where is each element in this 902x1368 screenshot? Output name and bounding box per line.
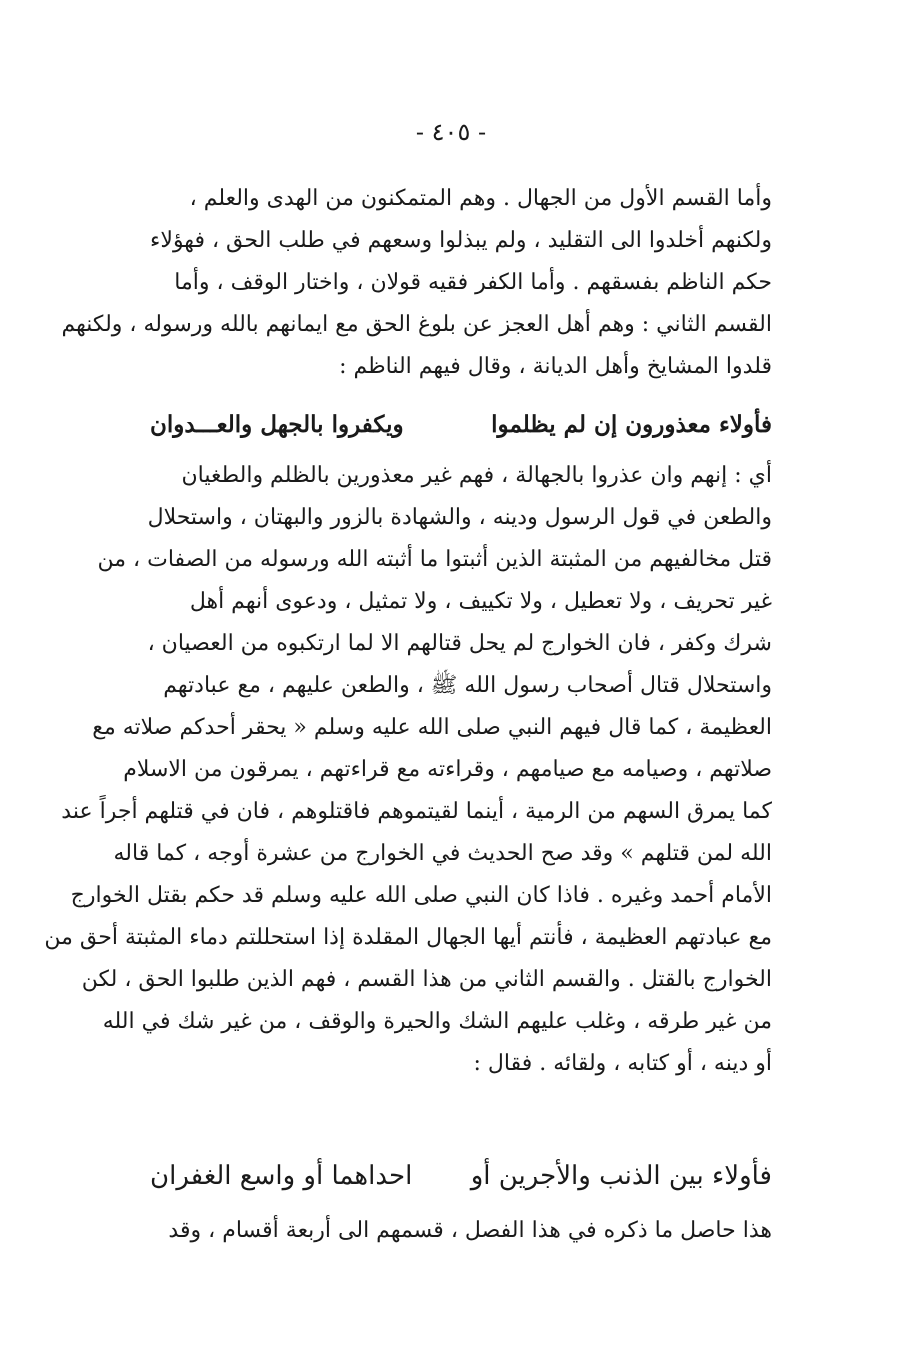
text-line: قلدوا المشايخ وأهل الديانة ، وقال فيهم الناظم :	[339, 354, 772, 379]
text-line: أي : إنهم وان عذروا بالجهالة ، فهم غير معذورين بالظلم والطغيان	[181, 463, 772, 488]
text-line: ولكنهم أخلدوا الى التقليد ، ولم يبذلوا وسعهم في طلب الحق ، فهؤلاء	[150, 228, 772, 253]
verse-2	[150, 1152, 772, 1200]
text-line: القسم الثاني : وهم أهل العجز عن بلوغ الحق مع ايمانهم بالله ورسوله ، ولكنهم	[61, 312, 772, 337]
text-line: الله لمن قتلهم » وقد صح الحديث في الخوارج من عشرة أوجه ، كما قاله	[113, 841, 772, 866]
verse-1-second-hemistich: ويكفروا بالجهل والعـــدوان	[150, 410, 404, 438]
paragraph-3	[150, 1210, 772, 1252]
text-line: كما يمرق السهم من الرمية ، أينما لقيتموهم فاقتلوهم ، فان في قتلهم أجراً عند	[61, 799, 772, 824]
text-line: مع عبادتهم العظيمة ، فأنتم أيها الجهال المقلدة إذا استحللتم دماء المثبتة أحق من	[44, 925, 772, 950]
text-line: واستحلال قتال أصحاب رسول الله ﷺ ، والطعن عليهم ، مع عبادتهم	[163, 673, 772, 698]
text-line: قتل مخالفيهم من المثبتة الذين أثبتوا ما أثبته الله ورسوله من الصفات ، من	[97, 547, 772, 572]
text-line: العظيمة ، كما قال فيهم النبي صلى الله عليه وسلم « يحقر أحدكم صلاته مع	[92, 715, 772, 740]
text-line: غير تحريف ، ولا تعطيل ، ولا تكييف ، ولا تمثيل ، ودعوى أنهم أهل	[189, 589, 772, 614]
text-line: وأما القسم الأول من الجهال . وهم المتمكنون من الهدى والعلم ،	[189, 186, 772, 211]
text-line: أو دينه ، أو كتابه ، ولقائه . فقال :	[473, 1051, 772, 1076]
page-number: - ٤٠٥ -	[415, 118, 487, 146]
text-line: هذا حاصل ما ذكره في هذا الفصل ، قسمهم الى أربعة أقسام ، وقد	[168, 1218, 772, 1243]
text-line: صلاتهم ، وصيامه مع صيامهم ، وقراءته مع قراءتهم ، يمرقون من الاسلام	[123, 757, 772, 782]
text-line: والطعن في قول الرسول ودينه ، والشهادة بالزور والبهتان ، واستحلال	[147, 505, 772, 530]
verse-1-first-hemistich: فأولاء معذورون إن لم يظلموا	[491, 410, 772, 438]
paragraph-1	[61, 178, 772, 388]
text-line: الخوارج بالقتل . والقسم الثاني من هذا القسم ، فهم الذين طلبوا الحق ، لكن	[81, 967, 772, 992]
text-line: الأمام أحمد وغيره . فاذا كان النبي صلى الله عليه وسلم قد حكم بقتل الخوارج	[70, 883, 772, 908]
text-line: شرك وكفر ، فان الخوارج لم يحل قتالهم الا لما ارتكبوه من العصيان ،	[147, 631, 772, 656]
verse-2-first-hemistich: فأولاء بين الذنب والأجرين أو	[470, 1161, 772, 1191]
text-line: من غير طرقه ، وغلب عليهم الشك والحيرة والوقف ، من غير شك في الله	[102, 1009, 772, 1034]
verse-2-second-hemistich: احداهما أو واسع الغفران	[150, 1161, 413, 1191]
paragraph-2	[44, 455, 772, 1085]
text-line: حكم الناظم بفسقهم . وأما الكفر فقيه قولان ، واختار الوقف ، وأما	[174, 270, 772, 295]
verse-1	[150, 402, 772, 446]
